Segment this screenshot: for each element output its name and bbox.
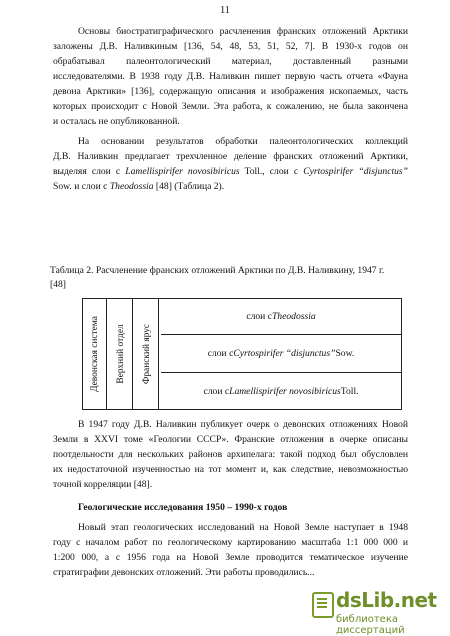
series-label: Верхний отдел xyxy=(115,324,126,384)
text-line: На основании результатов обработки палеонтологических коллекций xyxy=(78,136,408,147)
text-run: Sow. xyxy=(335,348,355,359)
taxon-name: Lamellispirifer novosibiricus xyxy=(125,166,240,177)
page-number: 11 xyxy=(220,5,230,16)
text-line: Земли в XXVI томе «Геологии СССР». Франские отложения в очерке описаны xyxy=(53,434,408,445)
watermark-site: dsLib.net xyxy=(336,588,437,612)
text-run: выделяя слои с xyxy=(53,166,126,177)
table-cell-system xyxy=(83,299,107,409)
stratigraphy-table xyxy=(82,298,402,410)
section-heading: Геологические исследования 1950 – 1990-х годов xyxy=(78,502,288,513)
text-run: Toll., слои с xyxy=(239,166,304,177)
text-line: девона Арктики» [136], содержащую описания и изображения ископаемых, часть xyxy=(53,86,408,97)
text-line: их недостаточной изученностью на тот момент и, как следствие, невозможностью xyxy=(53,464,408,475)
text-run: слои с xyxy=(207,348,234,359)
caption-line: Таблица 2. Расчленение франских отложений Арктики по Д.В. Наливкину, 1947 г. xyxy=(50,265,385,276)
text-run: слои с xyxy=(246,311,272,322)
text-line: и осталась не опубликованной. xyxy=(53,116,180,127)
text-run: Toll. xyxy=(340,385,359,397)
caption-line: [48] xyxy=(50,279,66,290)
text-run: Sow. и слои с xyxy=(53,181,110,192)
table-cell-series xyxy=(109,299,133,409)
taxon-name: Theodossia xyxy=(109,181,154,192)
text-line: Д.В. Наливкин предлагает трехчленное деление франских отложений Арктики, xyxy=(53,151,408,162)
taxon-name: Lamellispirifer novosibiricus xyxy=(229,385,341,397)
text-line xyxy=(53,166,408,178)
text-line: заложены Д.В. Наливкиным [136, 54, 48, 53, 51, 52, 7]. В 1930-х годов он xyxy=(53,41,408,52)
text-line: 1:200 000, а с 1956 года на Новой Земле проводится тематическое изучение xyxy=(53,552,408,563)
taxon-name: Cyrtospirifer “disjunctus” xyxy=(233,348,336,359)
table-row xyxy=(161,373,401,409)
text-run: слои с xyxy=(203,385,230,397)
text-line: стратиграфии девонских отложений. Эти работы проводились... xyxy=(53,567,315,578)
text-line: обрабатывал палеонтологический материал, доставленный разными xyxy=(53,56,408,67)
table-row xyxy=(161,335,401,373)
taxon-name: Cyrtospirifer “disjunctus” xyxy=(303,166,408,177)
system-label: Девонская система xyxy=(89,316,100,392)
text-line: году с началом работ по геологическому картированию масштаба 1:1 000 000 и xyxy=(53,537,408,548)
text-line: поотдельности для нескольких районов архипелага: такой подход был обусловлен xyxy=(53,449,408,460)
text-line: Новый этап геологических исследований на Новой Земле наступает в 1948 xyxy=(78,522,408,533)
text-line: точной корреляции [48]. xyxy=(53,479,153,490)
text-line: Основы биостратиграфического расчленения франских отложений Арктики xyxy=(78,26,408,37)
stage-label: Франский ярус xyxy=(141,323,152,385)
text-line: которых происходит с Новой Земли. Эта работа, к сожалению, не была закончена xyxy=(53,101,408,112)
taxon-name: Theodossia xyxy=(271,311,316,322)
text-line: исследователями. В 1938 году Д.В. Наливкин пишет первую часть отчета «Фауна xyxy=(53,71,408,82)
watermark-subtitle: библиотека диссертаций xyxy=(336,614,405,636)
book-icon xyxy=(312,592,334,618)
table-cell-stage xyxy=(135,299,159,409)
text-line xyxy=(53,181,408,193)
watermark xyxy=(306,584,450,636)
text-run: [48] (Таблица 2). xyxy=(153,181,225,192)
text-line: В 1947 году Д.В. Наливкин публикует очерк о девонских отложениях Новой xyxy=(78,419,408,430)
table-row xyxy=(161,299,401,335)
